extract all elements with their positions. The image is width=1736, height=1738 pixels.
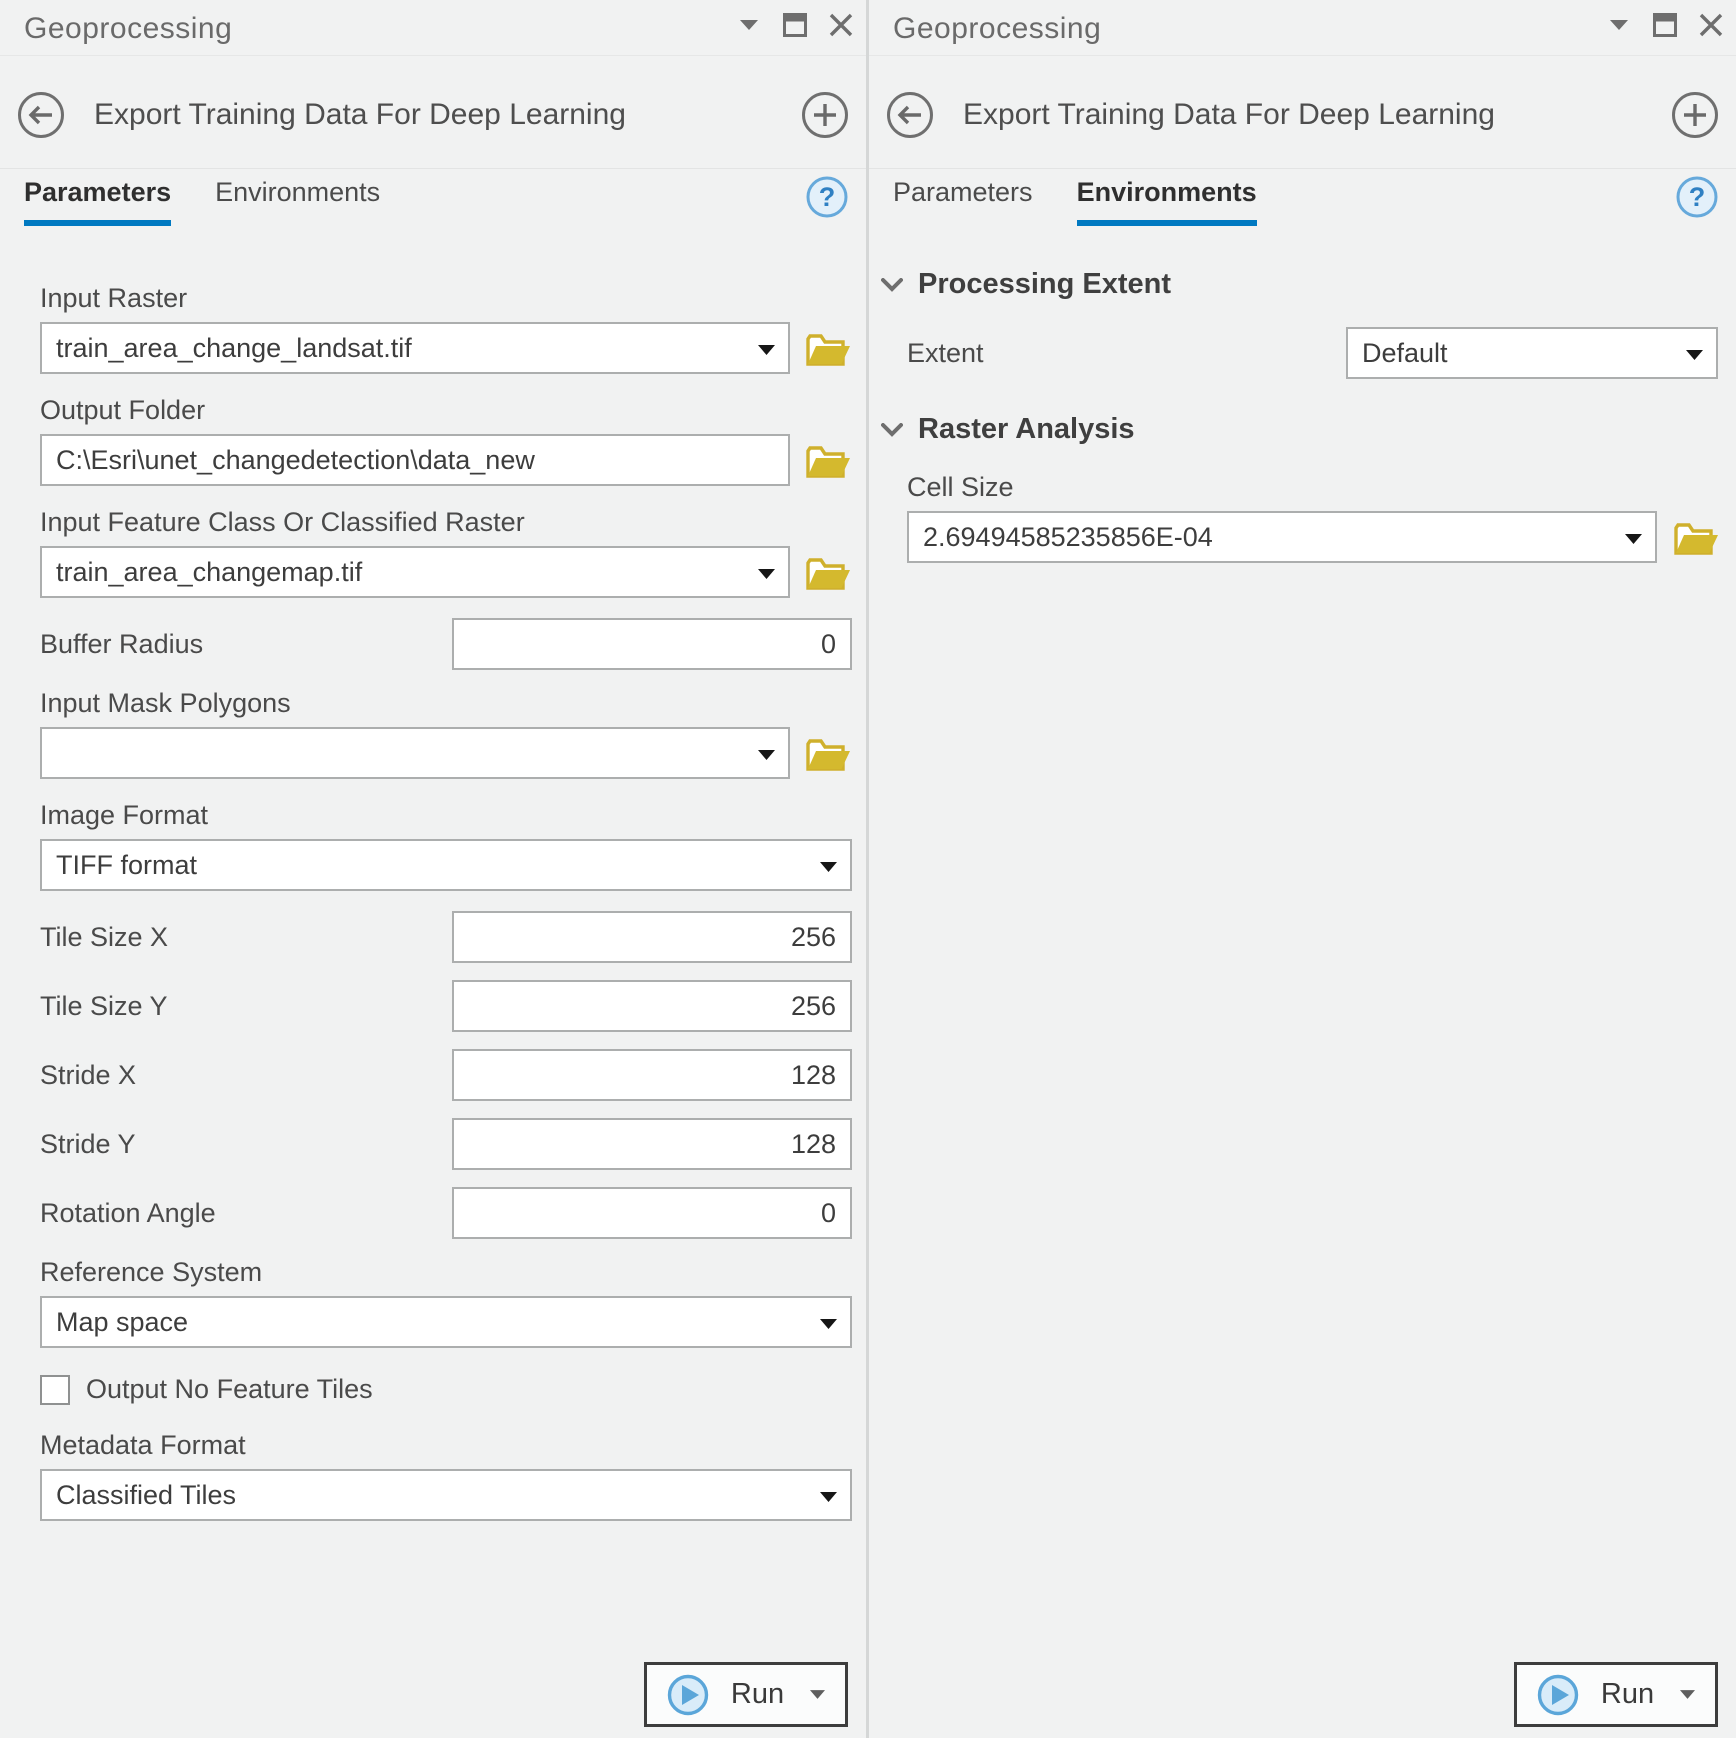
help-icon [1676, 176, 1718, 218]
stride-x-input[interactable] [452, 1049, 852, 1101]
close-icon[interactable] [1698, 10, 1724, 40]
panel-menu-icon[interactable] [1606, 10, 1632, 40]
output-folder-label: Output Folder [40, 395, 206, 425]
run-button[interactable] [644, 1662, 848, 1727]
image-format-value: TIFF format [56, 849, 197, 880]
rotation-angle-input[interactable] [452, 1187, 852, 1239]
tab-parameters[interactable]: Parameters [893, 177, 1033, 207]
tool-title: Export Training Data For Deep Learning [94, 98, 626, 131]
section-raster-analysis[interactable] [869, 413, 1736, 446]
folder-icon [805, 551, 851, 591]
reference-system-label: Reference System [40, 1257, 263, 1287]
run-options-caret-icon[interactable] [810, 1690, 825, 1699]
folder-icon [805, 732, 851, 772]
tab-environments[interactable]: Environments [215, 177, 381, 207]
metadata-format-value: Classified Tiles [56, 1479, 237, 1510]
output-folder-input[interactable] [40, 434, 790, 486]
geoprocessing-panel-parameters [0, 0, 866, 1738]
cell-size-browse-button[interactable] [1673, 516, 1719, 558]
add-to-project-button[interactable] [1672, 92, 1718, 138]
section-processing-extent[interactable] [869, 268, 1736, 301]
cell-size-label: Cell Size [907, 472, 1014, 502]
output-no-feature-tiles-checkbox[interactable] [40, 1375, 70, 1405]
input-mask-label: Input Mask Polygons [40, 688, 291, 718]
add-to-project-button[interactable] [802, 92, 848, 138]
back-arrow-icon [895, 100, 925, 130]
extent-combobox[interactable] [1346, 327, 1718, 379]
dropdown-caret-icon [758, 345, 775, 355]
tile-size-x-input[interactable] [452, 911, 852, 963]
dropdown-caret-icon [758, 569, 775, 579]
folder-icon [805, 439, 851, 479]
close-icon[interactable] [828, 10, 854, 40]
rotation-angle-label: Rotation Angle [40, 1198, 216, 1228]
parameters-form [0, 226, 852, 1521]
add-icon [810, 100, 840, 130]
chevron-down-icon [881, 278, 903, 292]
run-button-label: Run [730, 1678, 785, 1710]
run-button[interactable] [1514, 1662, 1718, 1727]
geoprocessing-panel-environments [866, 0, 1736, 1738]
dropdown-caret-icon [1625, 534, 1642, 544]
tool-header [869, 56, 1736, 138]
input-raster-label: Input Raster [40, 283, 188, 313]
section-header-label: Processing Extent [918, 268, 1172, 300]
back-button[interactable] [18, 92, 64, 138]
add-icon [1680, 100, 1710, 130]
metadata-format-label: Metadata Format [40, 1430, 246, 1460]
image-format-label: Image Format [40, 800, 209, 830]
input-mask-combobox[interactable] [40, 727, 790, 779]
extent-value: Default [1362, 337, 1448, 368]
input-feature-combobox[interactable] [40, 546, 790, 598]
help-icon [806, 176, 848, 218]
extent-label: Extent [907, 337, 984, 368]
tile-size-x-label: Tile Size X [40, 922, 169, 952]
dropdown-caret-icon [1686, 350, 1703, 360]
dropdown-caret-icon [820, 1492, 837, 1502]
dropdown-caret-icon [820, 862, 837, 872]
dropdown-caret-icon [758, 750, 775, 760]
tile-size-y-label: Tile Size Y [40, 991, 168, 1021]
section-header-label: Raster Analysis [918, 413, 1135, 445]
buffer-radius-input[interactable] [452, 618, 852, 670]
stride-x-label: Stride X [40, 1060, 137, 1090]
float-window-icon[interactable] [782, 10, 808, 40]
tab-parameters[interactable]: Parameters [24, 177, 171, 226]
input-feature-browse-button[interactable] [805, 551, 851, 593]
cell-size-combobox[interactable] [907, 511, 1657, 563]
folder-icon [805, 327, 851, 367]
panel-titlebar [0, 0, 866, 56]
help-button[interactable] [1676, 176, 1718, 218]
run-button-label: Run [1600, 1678, 1655, 1710]
buffer-radius-label: Buffer Radius [40, 629, 204, 659]
reference-system-value: Map space [56, 1306, 189, 1337]
stride-y-label: Stride Y [40, 1129, 136, 1159]
cell-size-value: 2.69494585235856E-04 [923, 521, 1213, 552]
output-folder-browse-button[interactable] [805, 439, 851, 481]
input-feature-value: train_area_changemap.tif [56, 556, 363, 587]
run-options-caret-icon[interactable] [1680, 1690, 1695, 1699]
environments-form [869, 226, 1736, 563]
input-raster-value: train_area_change_landsat.tif [56, 332, 412, 363]
play-icon [667, 1674, 709, 1716]
chevron-down-icon [881, 423, 903, 437]
window-controls [736, 10, 854, 40]
back-button[interactable] [887, 92, 933, 138]
folder-icon [1673, 516, 1719, 556]
back-arrow-icon [26, 100, 56, 130]
window-controls [1606, 10, 1724, 40]
input-mask-browse-button[interactable] [805, 732, 851, 774]
input-feature-label: Input Feature Class Or Classified Raster [40, 507, 525, 537]
dropdown-caret-icon [820, 1319, 837, 1329]
panel-title: Geoprocessing [24, 12, 233, 45]
tab-strip [869, 168, 1736, 226]
panel-menu-icon[interactable] [736, 10, 762, 40]
reference-system-combobox[interactable] [40, 1296, 852, 1348]
tile-size-y-input[interactable] [452, 980, 852, 1032]
play-icon [1537, 1674, 1579, 1716]
output-no-feature-tiles-label: Output No Feature Tiles [86, 1374, 373, 1404]
help-button[interactable] [806, 176, 848, 218]
panel-title: Geoprocessing [893, 12, 1102, 45]
tab-environments[interactable]: Environments [1077, 177, 1257, 226]
input-raster-combobox[interactable] [40, 322, 790, 374]
input-raster-browse-button[interactable] [805, 327, 851, 369]
tab-strip [0, 168, 866, 226]
stride-y-input[interactable] [452, 1118, 852, 1170]
image-format-combobox[interactable] [40, 839, 852, 891]
tool-title: Export Training Data For Deep Learning [963, 98, 1495, 131]
float-window-icon[interactable] [1652, 10, 1678, 40]
panel-titlebar [869, 0, 1736, 56]
tool-header [0, 56, 866, 138]
metadata-format-combobox[interactable] [40, 1469, 852, 1521]
